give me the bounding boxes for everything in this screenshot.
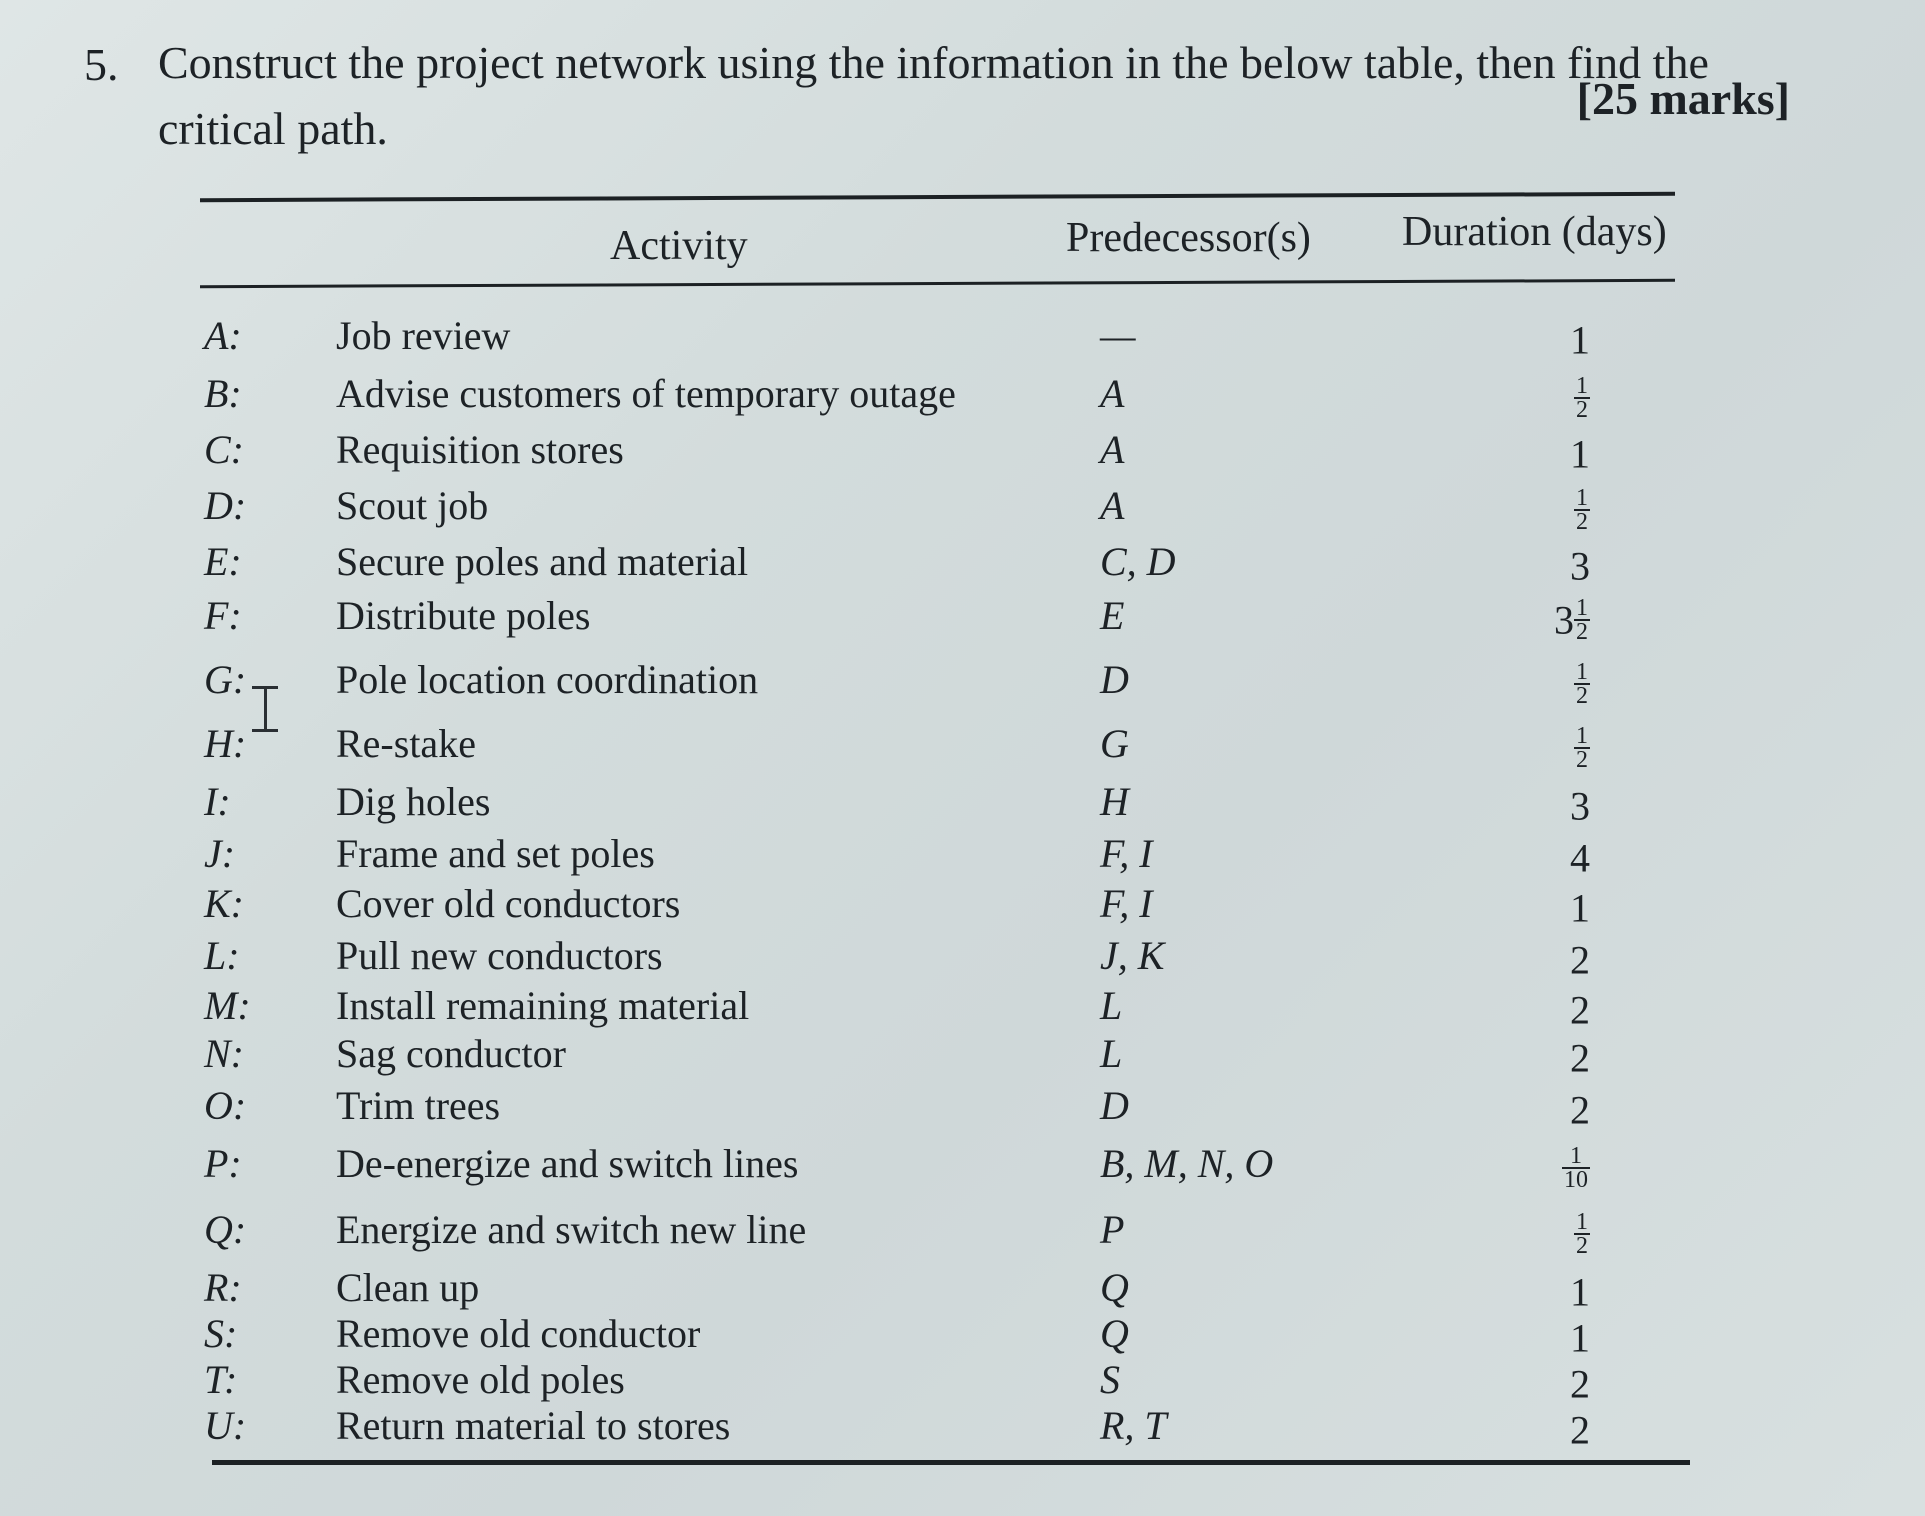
activity-predecessors: F, I [1100,881,1153,926]
activity-predecessors: — [1100,313,1136,358]
activity-code: I: [204,779,231,824]
question-marks: [25 marks] [1576,73,1790,124]
duration-whole: 4 [1570,835,1590,881]
activity-code: E: [204,539,242,584]
activity-duration [1480,1140,1590,1191]
activity-name: Remove old poles [336,1357,625,1402]
activity-code: H: [204,721,247,766]
activity-predecessors: D [1100,1083,1129,1128]
question-line-1: Construct the project network using the information in the below table, then find the [158,37,1709,88]
table-row [0,1030,1925,1080]
activity-duration [1480,1402,1590,1453]
activity-predecessors: H [1100,779,1129,824]
activity-code: T: [204,1357,238,1402]
activity-code: P: [204,1141,242,1186]
duration-fraction [1574,372,1590,423]
activity-name: Requisition stores [336,427,624,472]
activity-predecessors: A [1100,427,1125,472]
fraction-denominator: 10 [1564,1166,1588,1193]
table-header-rule [200,279,1675,288]
fraction-numerator: 1 [1576,658,1588,685]
activity-duration [1480,778,1590,829]
activity-name: Remove old conductor [336,1311,701,1356]
table-row [0,1402,1925,1452]
duration-whole: 3 [1554,597,1574,643]
activity-name: Scout job [336,483,489,528]
table-row [0,880,1925,930]
activity-name: Re-stake [336,721,476,766]
duration-fraction [1574,658,1590,709]
activity-predecessors: B, M, N, O [1100,1141,1274,1186]
fraction-numerator: 1 [1576,594,1588,621]
activity-duration [1480,482,1590,533]
duration-whole: 1 [1570,317,1590,363]
activity-predecessors: A [1100,483,1125,528]
activity-predecessors: J, K [1100,933,1165,978]
activity-name: De-energize and switch lines [336,1141,799,1186]
question-text [158,30,1798,162]
fraction-denominator: 2 [1576,508,1588,535]
activity-code: B: [204,371,242,416]
activity-predecessors: E [1100,593,1125,638]
duration-whole: 2 [1570,1035,1590,1081]
activity-predecessors: Q [1100,1265,1129,1310]
activity-code: Q: [204,1207,247,1252]
duration-whole: 3 [1570,543,1590,589]
duration-whole: 1 [1570,885,1590,931]
activity-duration [1480,932,1590,983]
activity-code: L: [204,933,240,978]
activity-duration [1480,720,1590,771]
activity-code: N: [204,1031,244,1076]
table-row [0,482,1925,535]
activity-name: Cover old conductors [336,881,681,926]
activity-predecessors: C, D [1100,539,1176,584]
activity-name: Pole location coordination [336,657,759,702]
fraction-numerator: 1 [1576,372,1588,399]
duration-fraction [1574,722,1590,773]
activity-predecessors: R, T [1100,1403,1167,1448]
duration-fraction [1562,1142,1590,1193]
table-row [0,720,1925,773]
activity-code: D: [204,483,247,528]
activity-code: U: [204,1403,247,1448]
activity-duration [1480,1030,1590,1081]
activity-predecessors: L [1100,1031,1123,1076]
activity-name: Pull new conductors [336,933,663,978]
table-row [0,1356,1925,1406]
fraction-denominator: 2 [1576,746,1588,773]
activity-name: Trim trees [336,1083,501,1128]
duration-whole: 2 [1570,1087,1590,1133]
table-row [0,592,1925,645]
header-activity: Activity [610,223,748,269]
table-row [0,830,1925,880]
duration-fraction [1574,594,1590,645]
table-row [0,1264,1925,1314]
activity-duration [1480,426,1590,477]
activity-code: C: [204,427,244,472]
table-row [0,1082,1925,1132]
activity-name: Frame and set poles [336,831,655,876]
fraction-denominator: 2 [1576,682,1588,709]
table-row [0,1206,1925,1259]
table-row [0,312,1925,362]
activity-predecessors: L [1100,983,1123,1028]
table-row [0,778,1925,828]
fraction-numerator: 1 [1576,484,1588,511]
activity-code: R: [204,1265,242,1310]
activity-name: Sag conductor [336,1031,566,1076]
activity-predecessors: S [1100,1357,1120,1402]
duration-whole: 2 [1570,1361,1590,1407]
duration-whole: 2 [1570,937,1590,983]
table-row [0,1310,1925,1360]
fraction-numerator: 1 [1576,722,1588,749]
activity-name: Secure poles and material [336,539,749,584]
activity-name: Energize and switch new line [336,1207,807,1252]
activity-code: J: [204,831,236,876]
fraction-numerator: 1 [1562,1145,1590,1169]
table-row [0,982,1925,1032]
duration-whole: 3 [1570,783,1590,829]
text-cursor-icon [252,686,278,732]
activity-duration [1480,656,1590,707]
duration-whole: 1 [1570,1315,1590,1361]
activity-duration [1480,592,1590,643]
activity-name: Distribute poles [336,593,591,638]
activity-duration [1480,1082,1590,1133]
activity-name: Return material to stores [336,1403,731,1448]
activity-duration [1480,1206,1590,1257]
activity-duration [1480,538,1590,589]
activity-predecessors: P [1100,1207,1125,1252]
header-duration: Duration (days) [1402,209,1667,255]
duration-fraction [1574,484,1590,535]
activity-code: F: [204,593,242,638]
activity-name: Clean up [336,1265,480,1310]
table-row [0,426,1925,476]
activity-duration [1480,1264,1590,1315]
fraction-denominator: 2 [1576,396,1588,423]
fraction-numerator: 1 [1576,1208,1588,1235]
activity-duration [1480,1310,1590,1361]
activity-duration [1480,830,1590,881]
duration-whole: 1 [1570,1269,1590,1315]
table-row [0,1140,1925,1193]
duration-fraction [1574,1208,1590,1259]
activity-duration [1480,880,1590,931]
activity-name: Advise customers of temporary outage [336,371,956,416]
fraction-denominator: 2 [1576,618,1588,645]
header-predecessors: Predecessor(s) [1066,215,1311,261]
activity-name: Install remaining material [336,983,750,1028]
fraction-denominator: 2 [1576,1232,1588,1259]
table-row [0,932,1925,982]
table-top-rule [200,192,1675,202]
question-line-2: critical path. [158,103,388,154]
activity-code: A: [204,313,242,358]
activity-duration [1480,1356,1590,1407]
activity-predecessors: D [1100,657,1129,702]
table-bottom-rule [212,1460,1690,1465]
activity-name: Job review [336,313,511,358]
activity-duration [1480,982,1590,1033]
duration-whole: 2 [1570,1407,1590,1453]
activity-code: O: [204,1083,247,1128]
table-row [0,370,1925,423]
question-number: 5. [84,39,119,90]
activity-code: K: [204,881,244,926]
table-row [0,538,1925,588]
duration-whole: 1 [1570,431,1590,477]
activity-name: Dig holes [336,779,491,824]
activity-code: G: [204,657,247,702]
activity-duration [1480,312,1590,363]
activity-duration [1480,370,1590,421]
table-row [0,656,1925,709]
activity-predecessors: G [1100,721,1129,766]
duration-whole: 2 [1570,987,1590,1033]
activity-code: M: [204,983,251,1028]
activity-predecessors: Q [1100,1311,1129,1356]
activity-predecessors: F, I [1100,831,1153,876]
activity-predecessors: A [1100,371,1125,416]
activity-code: S: [204,1311,238,1356]
